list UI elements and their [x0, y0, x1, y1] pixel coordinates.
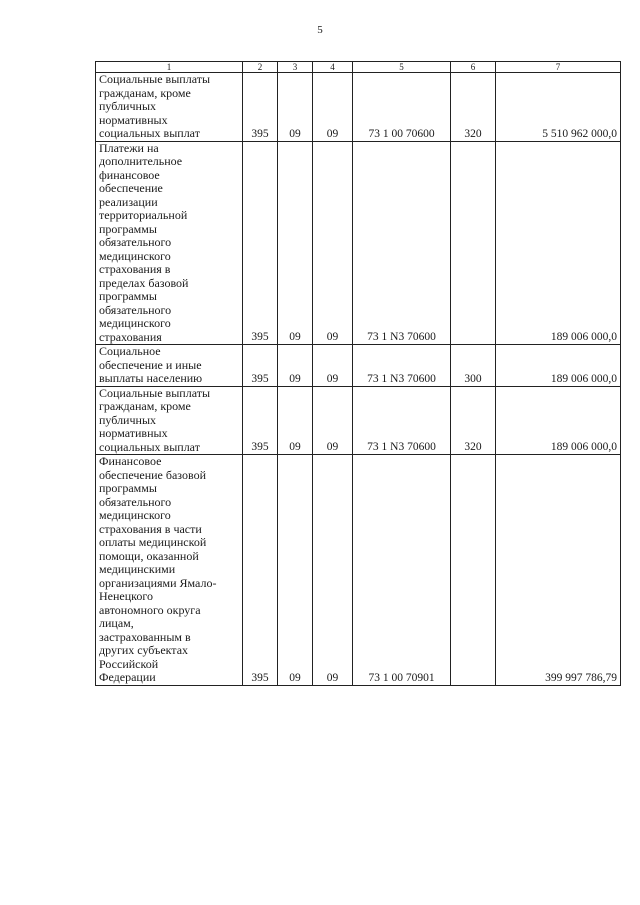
row-name: Социальное обеспечение и иные выплаты населению: [96, 345, 243, 387]
column-number-header-row: [96, 62, 621, 73]
row-target-article: 73 1 00 70901: [353, 455, 451, 686]
column-number-4: 4: [313, 62, 353, 73]
row-amount: 5 510 962 000,0: [496, 73, 621, 142]
row-name: Социальные выплаты гражданам, кроме публичных нормативных социальных выплат: [96, 73, 243, 142]
table-row: [96, 141, 621, 345]
row-target-article: 73 1 N3 70600: [353, 386, 451, 455]
row-section-code: 09: [278, 345, 313, 387]
table-row: [96, 386, 621, 455]
row-ministry-code: 395: [243, 345, 278, 387]
row-ministry-code: 395: [243, 141, 278, 345]
row-subsection-code: 09: [313, 141, 353, 345]
column-number-7: 7: [496, 62, 621, 73]
column-number-1: 1: [96, 62, 243, 73]
row-expense-type: 300: [451, 345, 496, 387]
row-expense-type: [451, 141, 496, 345]
row-section-code: 09: [278, 73, 313, 142]
row-ministry-code: 395: [243, 455, 278, 686]
row-amount: 189 006 000,0: [496, 345, 621, 387]
table-row: [96, 345, 621, 387]
table-row: [96, 455, 621, 686]
row-section-code: 09: [278, 455, 313, 686]
row-target-article: 73 1 00 70600: [353, 73, 451, 142]
row-name: Социальные выплаты гражданам, кроме публичных нормативных социальных выплат: [96, 386, 243, 455]
row-expense-type: 320: [451, 73, 496, 142]
row-amount: 189 006 000,0: [496, 141, 621, 345]
row-amount: 399 997 786,79: [496, 455, 621, 686]
row-ministry-code: 395: [243, 386, 278, 455]
row-name: Финансовое обеспечение базовой программы обязательного медицинского страхования в части оплаты медицинской помощи, оказанной медицинскими организациями Ямало- Ненецкого автономного округа лицам, застрахованным в других субъектах Российской Федерации: [96, 455, 243, 686]
row-subsection-code: 09: [313, 455, 353, 686]
column-number-5: 5: [353, 62, 451, 73]
row-expense-type: [451, 455, 496, 686]
row-subsection-code: 09: [313, 345, 353, 387]
row-section-code: 09: [278, 386, 313, 455]
column-number-6: 6: [451, 62, 496, 73]
row-subsection-code: 09: [313, 73, 353, 142]
row-target-article: 73 1 N3 70600: [353, 345, 451, 387]
table-row: [96, 73, 621, 142]
row-target-article: 73 1 N3 70600: [353, 141, 451, 345]
column-number-3: 3: [278, 62, 313, 73]
row-subsection-code: 09: [313, 386, 353, 455]
row-amount: 189 006 000,0: [496, 386, 621, 455]
page-number: 5: [317, 24, 323, 36]
row-ministry-code: 395: [243, 73, 278, 142]
column-number-2: 2: [243, 62, 278, 73]
row-name: Платежи на дополнительное финансовое обеспечение реализации территориальной программы обязательного медицинского страхования в пределах базовой программы обязательного медицинского страхования: [96, 141, 243, 345]
row-expense-type: 320: [451, 386, 496, 455]
row-section-code: 09: [278, 141, 313, 345]
budget-table: [95, 61, 621, 686]
